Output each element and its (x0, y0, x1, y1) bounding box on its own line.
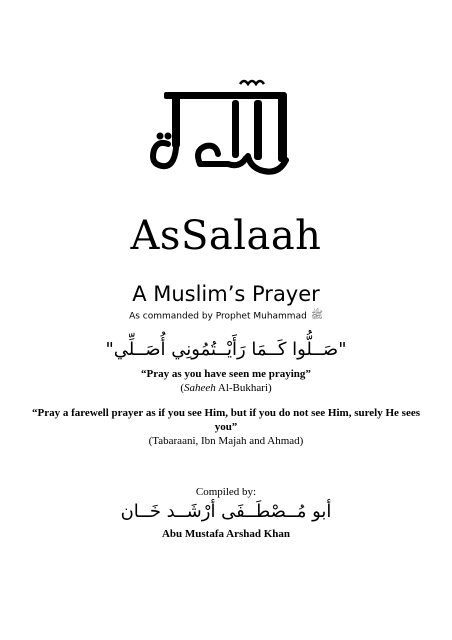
farewell-prayer-quote: “Pray a farewell prayer as if you see Him, but if you do not see Him, surely He sees you” (31, 407, 420, 433)
hadith-source-rest: Al-Bukhari (215, 382, 268, 394)
author-name: Abu Mustafa Arshad Khan (161, 528, 291, 540)
book-title: AsSalaah (130, 213, 322, 259)
hadith-source-close-paren: ) (268, 382, 272, 394)
arabic-calligraphy-title (0, 78, 452, 186)
hadith-source-italic: Saheeh (183, 382, 216, 394)
arabic-hadith-text: "صَــلُّوا كَــمَا رَأَيْــتُمُونِي أُصَــلِّي" (105, 339, 347, 360)
commanded-by-line (0, 310, 452, 323)
hadith-source (0, 381, 452, 395)
farewell-prayer-source: (Tabaraani, Ibn Majah and Ahmad) (148, 435, 304, 447)
honorific-icon: ﷺ (310, 310, 323, 321)
hadith-english-quote: “Pray as you have seen me praying” (141, 368, 311, 380)
arabic-author-name: أبو مُــصْطَــفَى أرْشَــد خَــان (120, 501, 332, 522)
hadith-source-open-paren: ( (180, 382, 184, 394)
calligraphy-logo (136, 78, 316, 186)
commanded-by-text: As commanded by Prophet Muhammad (129, 311, 307, 322)
compiled-by-label: Compiled by: (195, 486, 257, 498)
book-subtitle: A Muslim’s Prayer (132, 282, 320, 306)
